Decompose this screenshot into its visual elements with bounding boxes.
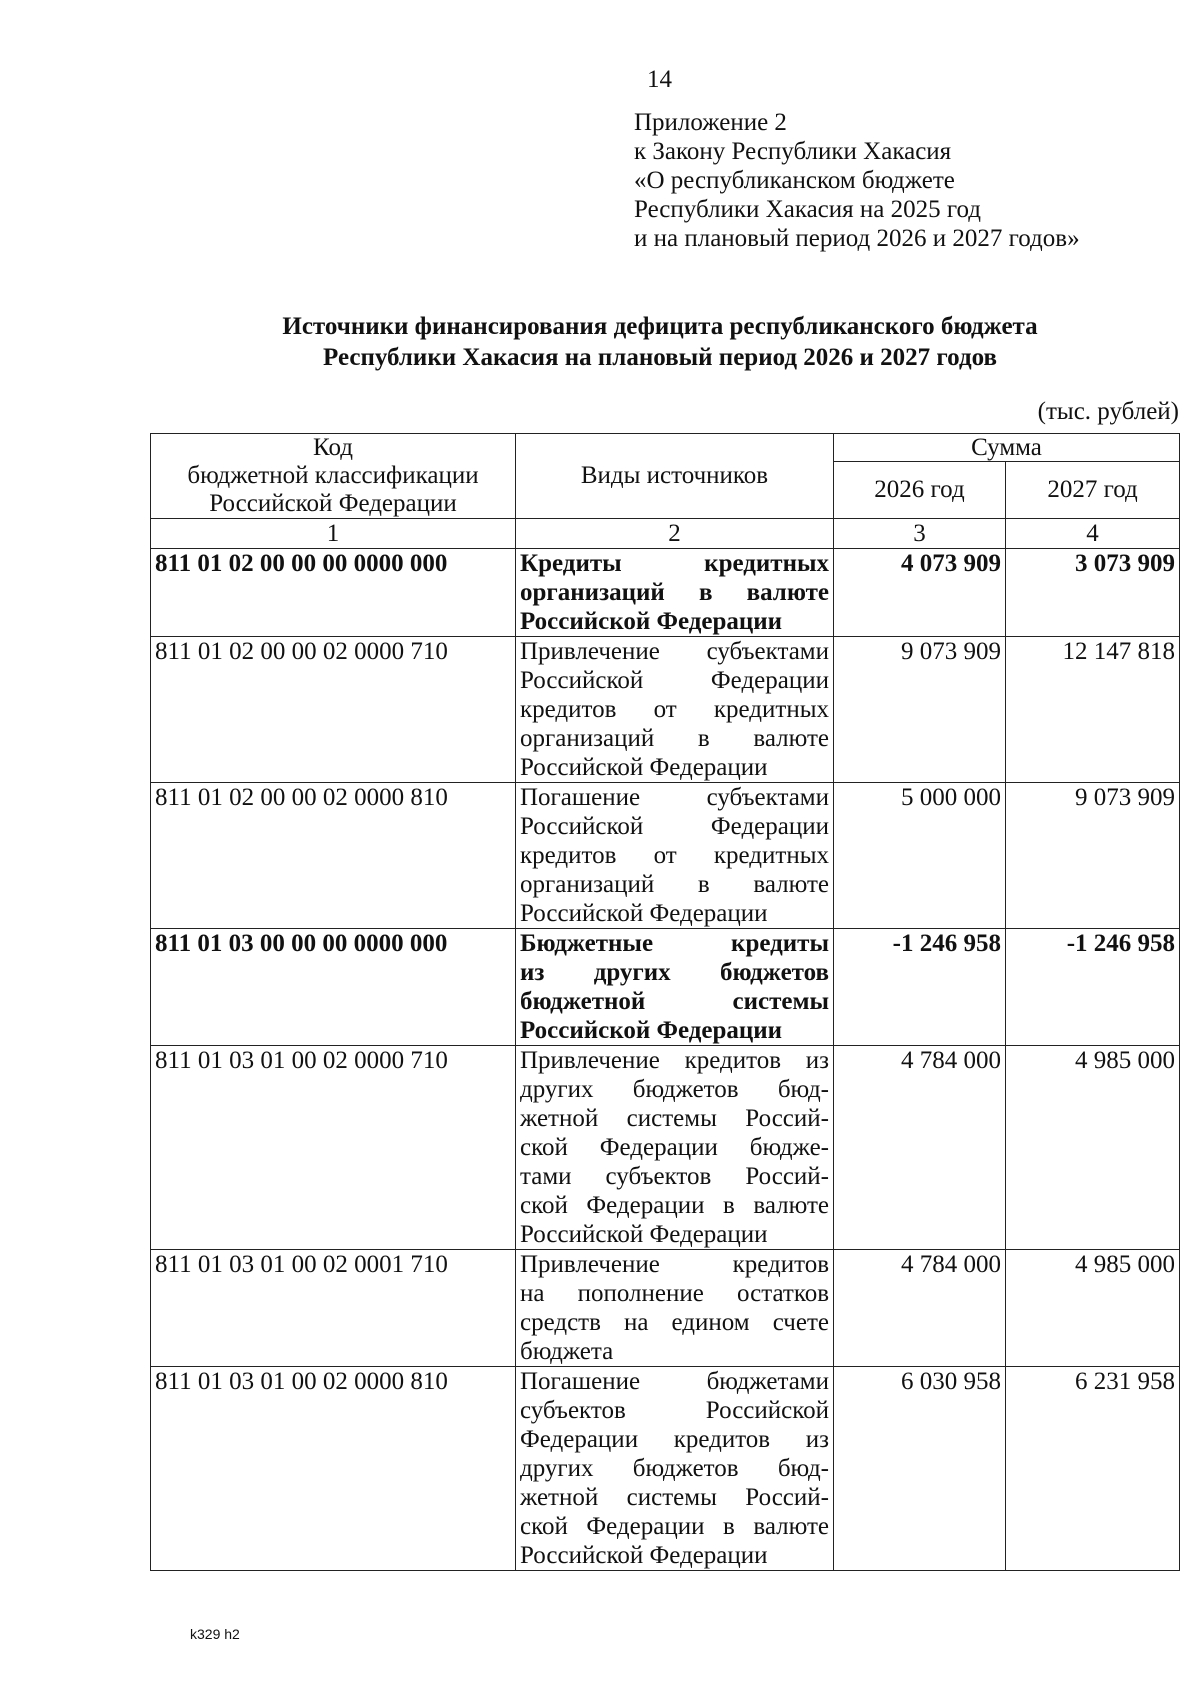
description-line: Привлечение кредитов	[520, 1251, 829, 1278]
budget-code: 811 01 02 00 00 02 0000 810	[151, 783, 516, 929]
amount-2027: 4 985 000	[1006, 1046, 1180, 1250]
table-row	[151, 929, 1180, 1046]
description-line: субъектов Российской	[520, 1397, 829, 1424]
column-number-row	[151, 519, 1180, 549]
appendix-reference	[634, 108, 1080, 253]
units-note: (тыс. рублей)	[1037, 398, 1179, 425]
header-code-line: бюджетной классификации	[187, 462, 479, 489]
budget-code: 811 01 02 00 00 02 0000 710	[151, 637, 516, 783]
amount-2027: 4 985 000	[1006, 1250, 1180, 1367]
description-line: Бюджетные кредиты	[520, 930, 829, 957]
appendix-line: Республики Хакасия на 2025 год	[634, 196, 982, 223]
source-description	[516, 929, 834, 1046]
description-line: на пополнение остатков	[520, 1280, 829, 1307]
description-line: Российской Федерации	[520, 754, 768, 781]
amount-2026: 4 784 000	[834, 1046, 1006, 1250]
amount-2027: -1 246 958	[1006, 929, 1180, 1046]
title-line: Республики Хакасия на плановый период 2026 и 2027 годов	[323, 344, 997, 371]
description-line: организаций в валюте	[520, 579, 829, 606]
description-line: Российской Федерации	[520, 1542, 768, 1569]
header-kinds: Виды источников	[516, 434, 834, 519]
table-row	[151, 549, 1180, 637]
description-line: Российской Федерации	[520, 813, 829, 840]
description-line: Погашение бюджетами	[520, 1368, 829, 1395]
description-line: Российской Федерации	[520, 608, 783, 635]
source-description	[516, 637, 834, 783]
description-line: кредитов от кредитных	[520, 696, 829, 723]
header-sum: Сумма	[834, 434, 1180, 462]
budget-code: 811 01 03 00 00 00 0000 000	[151, 929, 516, 1046]
description-line: организаций в валюте	[520, 725, 829, 752]
column-number: 1	[151, 519, 516, 549]
appendix-line: к Закону Республики Хакасия	[634, 138, 952, 165]
description-line: Российской Федерации	[520, 1017, 783, 1044]
source-description	[516, 1046, 834, 1250]
amount-2027: 12 147 818	[1006, 637, 1180, 783]
header-code-line: Российской Федерации	[209, 490, 457, 517]
source-description	[516, 549, 834, 637]
description-line: Погашение субъектами	[520, 784, 829, 811]
budget-code: 811 01 03 01 00 02 0000 710	[151, 1046, 516, 1250]
page-number: 14	[647, 66, 672, 93]
amount-2026: 9 073 909	[834, 637, 1006, 783]
description-line: бюджета	[520, 1338, 614, 1365]
appendix-line: и на плановый период 2026 и 2027 годов»	[634, 225, 1080, 252]
amount-2026: 6 030 958	[834, 1367, 1006, 1571]
amount-2026: 4 073 909	[834, 549, 1006, 637]
description-line: Российской Федерации	[520, 1221, 768, 1248]
description-line: других бюджетов бюд-	[520, 1076, 829, 1103]
table-row	[151, 1250, 1180, 1367]
footer-code: k329 h2	[190, 1626, 240, 1642]
column-number: 2	[516, 519, 834, 549]
description-line: ской Федерации в валюте	[520, 1513, 829, 1540]
table-row	[151, 1046, 1180, 1250]
document-title	[140, 311, 1180, 373]
description-line: Привлечение кредитов из	[520, 1047, 829, 1074]
column-number: 4	[1006, 519, 1180, 549]
description-line: средств на едином счете	[520, 1309, 829, 1336]
table-row	[151, 637, 1180, 783]
header-code-line: Код	[313, 434, 353, 461]
appendix-line: «О республиканском бюджете	[634, 167, 955, 194]
source-description	[516, 1367, 834, 1571]
table-body	[151, 549, 1180, 1571]
description-line: других бюджетов бюд-	[520, 1455, 829, 1482]
header-2027: 2027 год	[1006, 462, 1180, 519]
description-line: кредитов от кредитных	[520, 842, 829, 869]
appendix-line: Приложение 2	[634, 109, 787, 136]
header-2026: 2026 год	[834, 462, 1006, 519]
description-line: Российской Федерации	[520, 900, 768, 927]
description-line: организаций в валюте	[520, 871, 829, 898]
amount-2027: 9 073 909	[1006, 783, 1180, 929]
description-line: из других бюджетов	[520, 959, 829, 986]
amount-2026: -1 246 958	[834, 929, 1006, 1046]
budget-code: 811 01 03 01 00 02 0001 710	[151, 1250, 516, 1367]
description-line: жетной системы Россий-	[520, 1105, 829, 1132]
amount-2027: 3 073 909	[1006, 549, 1180, 637]
header-code	[151, 434, 516, 519]
description-line: Федерации кредитов из	[520, 1426, 829, 1453]
source-description	[516, 783, 834, 929]
description-line: ской Федерации в валюте	[520, 1192, 829, 1219]
source-description	[516, 1250, 834, 1367]
description-line: бюджетной системы	[520, 988, 829, 1015]
description-line: тами субъектов Россий-	[520, 1163, 829, 1190]
description-line: Привлечение субъектами	[520, 638, 829, 665]
description-line: Российской Федерации	[520, 667, 829, 694]
amount-2026: 5 000 000	[834, 783, 1006, 929]
description-line: ской Федерации бюдже-	[520, 1134, 829, 1161]
table-row	[151, 1367, 1180, 1571]
title-line: Источники финансирования дефицита республиканского бюджета	[282, 313, 1038, 340]
description-line: жетной системы Россий-	[520, 1484, 829, 1511]
budget-code: 811 01 02 00 00 00 0000 000	[151, 549, 516, 637]
budget-code: 811 01 03 01 00 02 0000 810	[151, 1367, 516, 1571]
column-number: 3	[834, 519, 1006, 549]
amount-2027: 6 231 958	[1006, 1367, 1180, 1571]
table-row	[151, 783, 1180, 929]
description-line: Кредиты кредитных	[520, 550, 829, 577]
amount-2026: 4 784 000	[834, 1250, 1006, 1367]
financing-sources-table	[150, 433, 1180, 1571]
